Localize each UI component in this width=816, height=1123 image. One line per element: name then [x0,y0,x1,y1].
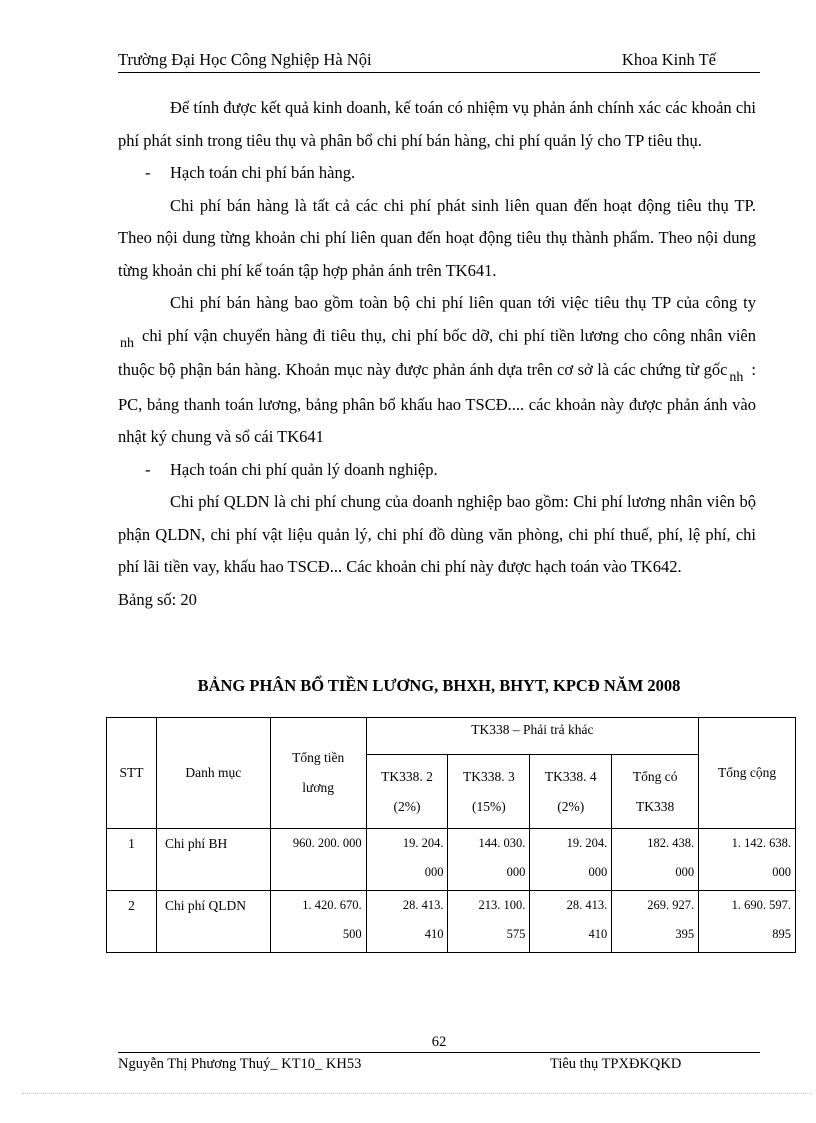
cell-danh-muc: Chi phí QLDN [156,891,270,953]
cell-tk3383 [448,829,530,891]
cell-tong-tien-luong [270,829,366,891]
cell-line: 1. 142. 638. [731,836,791,850]
dash-bullet: - [145,459,151,479]
cell-line: 000 [772,865,791,879]
salary-allocation-table [106,717,796,953]
cell-tk3384 [530,891,612,953]
header-line: (2%) [557,798,585,814]
table-row [107,829,796,891]
header-line: lương [302,780,334,795]
cell-line: 500 [342,927,362,941]
footer-author: Nguyễn Thị Phương Thuý_ KT10_ KH53 [118,1056,362,1072]
paragraph-selling-expense-content [118,287,756,454]
cell-line: 000 [588,865,608,879]
header-tk3383 [448,755,530,829]
subscript-note: nh [729,370,744,385]
list-item-label: Hạch toán chi phí bán hàng. [170,163,356,182]
cell-line: 000 [675,865,695,879]
table-title: BẢNG PHÂN BỔ TIỀN LƯƠNG, BHXH, BHYT, KPCĐ NĂM 2008 [197,676,681,695]
cell-stt: 1 [107,829,157,891]
page-header [118,50,760,73]
header-line: TK338 [636,798,675,814]
header-tong-tien-luong [270,718,366,829]
cell-line: 19. 204. [566,836,608,850]
header-stt: STT [107,718,157,829]
list-item-admin-expense [118,454,756,487]
cell-line: 895 [772,927,791,941]
header-line: (2%) [393,798,421,814]
table-number-label: Bảng số: 20 [118,589,197,609]
cell-tong-tien-luong [270,891,366,953]
header-danh-muc: Danh mục [156,718,270,829]
cell-line: 960. 200. 000 [292,836,362,850]
cell-stt: 2 [107,891,157,953]
cell-line: 000 [506,865,526,879]
paragraph-selling-expense-definition: Chi phí bán hàng là tất cả các chi phí phát sinh liên quan đến hoạt động tiêu thụ TP. Theo nội dung từng khoản chi phí liên quan đến hoạt động tiêu thụ thành phẩm. Theo nội dung từng khoản chi phí kế toán tập hợp phản ánh trên TK641. [118,195,756,280]
list-item-label: Hạch toán chi phí quản lý doanh nghiệp. [170,459,438,479]
cell-tk3382 [366,891,448,953]
cell-line: 410 [588,927,608,941]
cell-tong-cong [699,829,796,891]
cell-line: 28. 413. [566,898,608,912]
cell-line: 144. 030. [478,836,526,850]
list-item-selling-expense [118,157,756,190]
header-school-name: Trường Đại Học Công Nghiệp Hà Nội [118,50,372,69]
header-line: TK338. 3 [463,768,515,784]
header-tk3384 [530,755,612,829]
cell-tong-co [612,829,699,891]
cell-line: 182. 438. [647,836,695,850]
cell-tk3382 [366,829,448,891]
cell-line: 213. 100. [478,898,526,912]
cell-line: 28. 413. [402,898,444,912]
header-faculty-name: Khoa Kinh Tế [621,50,716,69]
header-tong-cong: Tổng cộng [699,718,796,829]
page-number: 62 [431,1034,447,1050]
header-line: (15%) [472,798,506,814]
paragraph-text-part: : PC, bảng thanh toán lương, bảng phân bổ khấu hao TSCĐ.... các khoản này được phản ánh vào nhật ký chung và sổ cái TK641 [118,360,756,446]
paragraph-intro: Để tính được kết quả kinh doanh, kế toán có nhiệm vụ phản ánh chính xác các khoản chi phí phát sinh trong tiêu thụ và phân bổ chi phí bán hàng, chi phí quản lý cho TP tiêu thụ. [118,98,756,150]
cell-tong-cong [699,891,796,953]
dash-bullet: - [145,163,151,182]
page-edge-divider [22,1093,812,1094]
header-line: Tổng tiền [292,750,345,765]
cell-tong-co [612,891,699,953]
cell-tk3384 [530,829,612,891]
footer-divider [118,1052,760,1053]
cell-danh-muc: Chi phí BH [156,829,270,891]
table-header-row [107,718,796,755]
paragraph-text-part: chi phí vận chuyển hàng đi tiêu thụ, chi phí bốc dỡ, chi phí tiền lương cho công nhân viên thuộc bộ phận bán hàng. Khoản mục này được phản ánh dựa trên cơ sở là các chứng từ gốc [118,325,756,379]
cell-line: 19. 204. [402,836,444,850]
paragraph-admin-expense: Chi phí QLDN là chi phí chung của doanh nghiệp bao gồm: Chi phí lương nhân viên bộ phận QLDN, chi phí vật liệu quản lý, chi phí đồ dùng văn phòng, chi phí thuế, phí, lệ phí, chi phí lãi tiền vay, khấu hao TSCĐ... Các khoản chi phí này được hạch toán vào TK642. [118,492,756,576]
header-line: Tổng có [632,768,678,784]
header-tong-co [612,755,699,829]
cell-line: 1. 690. 597. [731,898,791,912]
cell-line: 1. 420. 670. [302,898,362,912]
header-tk338-group: TK338 – Phải trả khác [366,718,699,755]
table-row [107,891,796,953]
subscript-note: nh [120,335,134,351]
cell-line: 269. 927. [647,898,695,912]
cell-line: 395 [675,927,695,941]
cell-line: 000 [424,865,444,879]
cell-line: 410 [424,927,444,941]
paragraph-text-part: Chi phí bán hàng bao gồm toàn bộ chi phí liên quan tới việc tiêu thụ TP của công ty [170,293,756,312]
header-line: TK338. 2 [381,768,433,784]
cell-tk3383 [448,891,530,953]
cell-line: 575 [506,927,526,941]
header-line: TK338. 4 [544,768,597,784]
body-text [118,92,756,616]
footer-topic: Tiêu thụ TPXĐKQKD [550,1056,682,1072]
header-tk3382 [366,755,448,829]
